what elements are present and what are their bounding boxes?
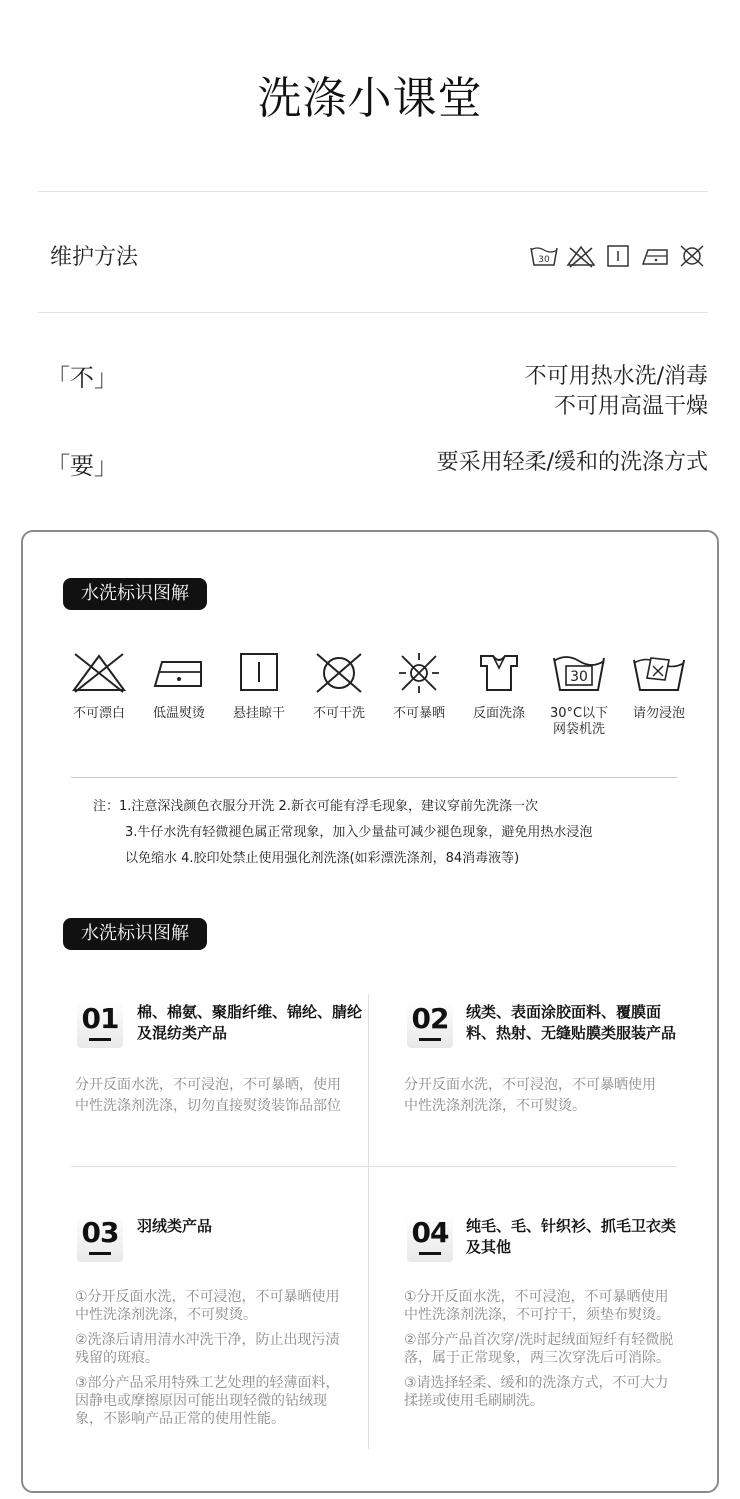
category-number-01: 01 (77, 1000, 123, 1048)
symbol-label: 悬挂晾干 (232, 706, 285, 721)
category-vertical-divider (368, 994, 369, 1449)
symbols-divider (71, 777, 677, 778)
symbol-label-line2: 网袋机洗 (552, 722, 605, 737)
machine-wash-30-icon (549, 650, 609, 696)
rule-not-key: 「不」 (46, 364, 118, 392)
rule-must-key: 「要」 (46, 452, 118, 480)
wash-temp-small: 30 (538, 255, 550, 265)
no-dry-clean-icon (309, 650, 369, 696)
symbol-low-temp-iron (139, 650, 219, 722)
symbol-label: 不可干洗 (312, 706, 365, 721)
categories-section-title: 水洗标识图解 (63, 918, 207, 950)
category-title-01: 棉、棉氨、聚脂纤维、锦纶、腈纶及混纺类产品 (137, 1003, 363, 1042)
symbol-hang-dry (219, 650, 299, 722)
note-line-1: 注：1.注意深浅颜色衣服分开洗 2.新衣可能有浮毛现象，建议穿前先洗涤一次 (93, 799, 538, 814)
symbol-label: 不可暴晒 (392, 706, 445, 721)
category-title-02: 绒类、表面涂胶面料、覆膜面料、热射、无缝贴膜类服装产品 (466, 1003, 677, 1042)
wash-temp-label: 30 (570, 669, 588, 685)
no-sun-dry-icon (389, 650, 449, 696)
symbol-no-sun-dry (379, 650, 459, 722)
rule-not-line-2: 不可用高温干燥 (553, 394, 708, 419)
category-title-03: 羽绒类产品 (137, 1217, 213, 1235)
hang-dry-icon (229, 650, 289, 696)
page-title: 洗涤小课堂 (257, 73, 483, 124)
wash-inside-out-icon (469, 650, 529, 696)
divider-middle (38, 312, 708, 313)
care-card (21, 530, 719, 1493)
rule-not-line-1: 不可用热水洗/消毒 (524, 364, 708, 389)
rule-not-text (525, 362, 708, 422)
symbol-no-soak (619, 650, 699, 722)
low-iron-icon (639, 243, 671, 269)
no-dry-clean-icon (676, 243, 708, 269)
symbol-label: 不可漂白 (72, 706, 125, 721)
care-notes (93, 794, 592, 872)
category-desc-02: 分开反面水洗，不可浸泡，不可暴晒使用中性洗涤剂洗涤，不可熨烫。 (404, 1077, 656, 1114)
hang-dry-icon (602, 243, 634, 269)
symbol-wash-inside-out (459, 650, 539, 722)
no-bleach-icon (69, 650, 129, 696)
category-desc-04: ①分开反面水洗，不可浸泡，不可暴晒使用中性洗涤剂洗涤，不可拧干，须垫布熨烫。 ②部分产品首次穿/洗时起绒面短纤有轻微脱落，属于正常现象，两三次穿洗后可消除。 ③请选择轻柔、缓和的洗涤方式，不可大力揉搓或使用毛刷刷洗。 (404, 1289, 674, 1409)
category-number-02: 02 (407, 1000, 453, 1048)
rule-must-line-1: 要采用轻柔/缓和的洗涤方式 (436, 450, 708, 475)
symbol-no-bleach (59, 650, 139, 722)
symbol-label: 反面洗涤 (472, 706, 525, 721)
symbol-machine-wash-30 (539, 650, 619, 738)
divider-top (38, 191, 708, 192)
category-horizontal-divider (71, 1166, 677, 1167)
wash-30-icon (528, 243, 560, 269)
rule-must-text (437, 448, 708, 478)
no-bleach-icon (565, 243, 597, 269)
symbol-label: 30°C以下 (549, 706, 609, 721)
category-desc-01: 分开反面水洗，不可浸泡，不可暴晒，使用中性洗涤剂洗涤，切勿直接熨烫装饰品部位 (75, 1077, 341, 1114)
note-line-3: 以免缩水 4.胶印处禁止使用强化剂洗涤(如彩漂洗涤剂，84消毒液等) (125, 851, 520, 866)
low-temp-iron-icon (149, 650, 209, 696)
no-soak-icon (629, 650, 689, 696)
symbol-label: 低温熨烫 (152, 706, 205, 721)
category-title-04: 纯毛、毛、针织衫、抓毛卫衣类及其他 (466, 1217, 677, 1256)
category-number-03: 03 (77, 1214, 123, 1262)
care-label: 维护方法 (50, 245, 139, 270)
symbols-section-title: 水洗标识图解 (63, 578, 207, 610)
category-desc-03: ①分开反面水洗，不可浸泡，不可暴晒使用中性洗涤剂洗涤，不可熨烫。 ②洗涤后请用清水冲洗干净，防止出现污渍残留的斑痕。 ③部分产品采用特殊工艺处理的轻薄面料，因静电或摩擦原因可能出现轻微的钻绒现象，不影响产品正常的使用性能。 (75, 1289, 340, 1427)
note-line-2: 3.牛仔水洗有轻微褪色属正常现象，加入少量盐可减少褪色现象，避免用热水浸泡 (125, 825, 593, 840)
care-icons (528, 243, 708, 269)
category-number-04: 04 (407, 1214, 453, 1262)
symbol-label: 请勿浸泡 (632, 706, 685, 721)
symbol-no-dry-clean (299, 650, 379, 722)
